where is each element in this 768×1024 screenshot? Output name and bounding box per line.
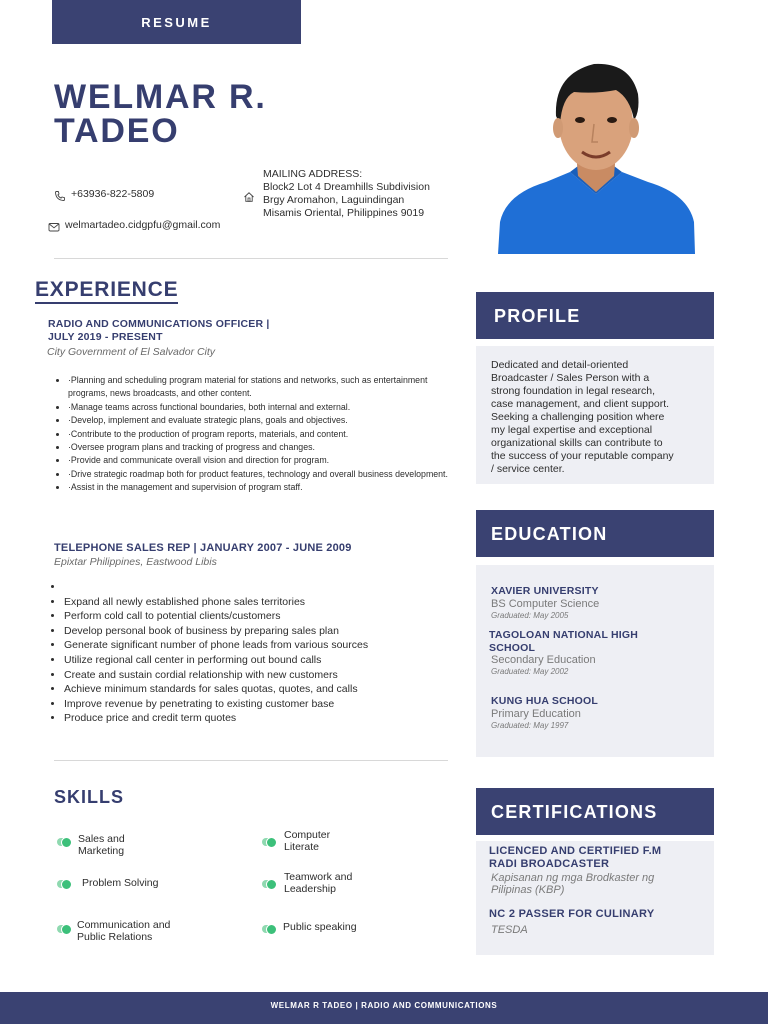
mailing-address	[263, 168, 430, 220]
job-title: TELEPHONE SALES REP | JANUARY 2007 - JUNE 2009	[54, 542, 352, 554]
school-name: SCHOOL	[489, 641, 536, 654]
education-entry	[489, 629, 638, 677]
skill-toggle-icon	[57, 925, 71, 933]
list-item: • ·Oversee program plans and tracking of progress and changes.	[68, 441, 462, 454]
skills-divider	[54, 760, 448, 761]
list-item: • ·Assist in the management and supervision of program staff.	[68, 481, 462, 494]
list-item: • Achieve minimum standards for sales quotas, quotes, and calls	[64, 682, 458, 697]
certifications-heading: CERTIFICATIONS	[476, 788, 714, 835]
envelope-icon	[48, 221, 60, 233]
skill-toggle-icon	[262, 880, 276, 888]
address-line: Brgy Aromahon, Laguindingan	[263, 194, 405, 206]
school-name: KUNG HUA SCHOOL	[491, 695, 599, 707]
graduation-date: Graduated: May 2002	[491, 667, 569, 676]
home-icon	[243, 191, 255, 203]
skill-toggle-icon	[262, 925, 276, 933]
list-item: • Improve revenue by penetrating to existing customer base	[64, 697, 458, 712]
list-item: • ·Develop, implement and evaluate strategic plans, goals and objectives.	[68, 414, 462, 427]
education-entry	[491, 695, 598, 731]
job-entry	[54, 542, 454, 568]
list-item: • ·Contribute to the production of program reports, materials, and content.	[68, 428, 462, 441]
skill-item	[284, 871, 352, 895]
header-divider	[54, 258, 448, 259]
education-entry	[491, 585, 599, 621]
skill-item	[82, 877, 158, 889]
degree: BS Computer Science	[491, 597, 600, 610]
skill-item	[283, 921, 357, 933]
profile-line: / service center.	[491, 463, 565, 475]
profile-line: case management, and client support.	[491, 398, 670, 410]
skills-heading: SKILLS	[54, 787, 125, 807]
profile-line: Seeking a challenging position where	[491, 411, 665, 423]
profile-summary	[491, 359, 702, 476]
skill-label: Marketing	[78, 845, 125, 857]
job-duties-list	[54, 374, 462, 495]
skill-item	[77, 919, 170, 943]
list-item: • Utilize regional call center in performing out bound calls	[64, 653, 458, 668]
profile-photo	[498, 54, 695, 254]
list-item: • Create and sustain cordial relationship with new customers	[64, 668, 458, 683]
profile-line: strong foundation in legal research,	[491, 385, 656, 397]
profile-line: Broadcaster / Sales Person with a	[491, 372, 650, 384]
list-item: • ·Manage teams across functional boundaries, both internal and external.	[68, 401, 462, 414]
email-address: welmartadeo.cidgpfu@gmail.com	[65, 219, 221, 231]
list-item	[64, 580, 458, 595]
list-item: • Develop personal book of business by preparing sales plan	[64, 624, 458, 639]
list-item: • ·Provide and communicate overall vision and direction for program.	[68, 454, 462, 467]
skill-label: Leadership	[284, 883, 336, 895]
candidate-name	[54, 80, 267, 148]
name-line-1: WELMAR R.	[54, 78, 267, 116]
school-name: XAVIER UNIVERSITY	[491, 585, 599, 597]
certification-title: NC 2 PASSER FOR CULINARY	[489, 908, 655, 920]
graduation-date: Graduated: May 2005	[491, 610, 569, 620]
profile-panel	[476, 346, 714, 484]
degree: Secondary Education	[491, 654, 596, 666]
education-heading: EDUCATION	[476, 510, 714, 557]
profile-line: organizational skills can contribute to	[491, 437, 663, 449]
certification-entry	[489, 845, 661, 896]
resume-tab: RESUME	[52, 0, 301, 44]
phone-number: +63936-822-5809	[71, 188, 155, 200]
profile-line: my legal expertise and exceptional	[491, 424, 653, 436]
skill-label: Public speaking	[283, 921, 357, 933]
certification-title: LICENCED AND CERTIFIED F.M	[489, 845, 662, 857]
person-portrait-icon	[498, 54, 695, 254]
job-title: RADIO AND COMMUNICATIONS OFFICER |	[48, 318, 270, 330]
skill-label: Problem Solving	[82, 877, 159, 889]
list-item: • Generate significant number of phone leads from various sources	[64, 638, 458, 653]
certification-title: RADI BROADCASTER	[489, 858, 610, 870]
skill-label: Teamwork and	[284, 871, 353, 883]
job-dates: JULY 2019 - PRESENT	[48, 331, 163, 343]
footer-bar: WELMAR R TADEO | RADIO AND COMMUNICATIONS	[0, 992, 768, 1024]
skill-item	[284, 829, 330, 853]
profile-line: the success of your reputable company	[491, 450, 674, 462]
job-duties-list	[50, 580, 458, 726]
list-item: • Perform cold call to potential clients/customers	[64, 609, 458, 624]
certifications-panel	[476, 841, 714, 955]
skill-toggle-icon	[57, 880, 71, 888]
degree: Primary Education	[491, 707, 581, 720]
skill-label: Communication and	[77, 919, 171, 931]
certification-issuer: Kapisanan ng mga Brodkaster ng	[491, 872, 655, 884]
education-panel	[476, 565, 714, 757]
list-item: • Expand all newly established phone sales territories	[64, 595, 458, 610]
experience-heading: EXPERIENCE	[35, 278, 178, 304]
skill-label: Computer	[284, 829, 331, 841]
name-line-2: TADEO	[54, 112, 180, 150]
job-entry	[48, 318, 448, 358]
certification-issuer: TESDA	[491, 924, 528, 936]
graduation-date: Graduated: May 1997	[491, 720, 569, 730]
list-item: • ·Drive strategic roadmap both for product features, technology and overall business development.	[68, 468, 462, 481]
profile-heading: PROFILE	[476, 292, 714, 339]
school-name: TAGOLOAN NATIONAL HIGH	[489, 629, 639, 641]
list-item: • Produce price and credit term quotes	[64, 711, 458, 726]
address-line: Block2 Lot 4 Dreamhills Subdivision	[263, 181, 430, 193]
certification-issuer: Pilipinas (KBP)	[491, 884, 565, 896]
skill-label: Public Relations	[77, 931, 153, 943]
profile-line: Dedicated and detail-oriented	[491, 359, 629, 371]
skill-toggle-icon	[57, 838, 71, 846]
skill-label: Literate	[284, 841, 320, 853]
list-item: • ·Planning and scheduling program material for stations and networks, such as entertainment programs, news broadcasts, and other content.	[68, 374, 462, 401]
skill-label: Sales and	[78, 833, 125, 845]
certification-entry	[489, 908, 655, 936]
job-company: City Government of El Salvador City	[47, 346, 216, 358]
address-line: Misamis Oriental, Philippines 9019	[263, 207, 425, 219]
address-label: MAILING ADDRESS:	[263, 168, 363, 180]
skill-toggle-icon	[262, 838, 276, 846]
skill-item	[78, 833, 125, 857]
job-company: Epixtar Philippines, Eastwood Libis	[54, 556, 217, 568]
phone-icon	[54, 190, 66, 202]
